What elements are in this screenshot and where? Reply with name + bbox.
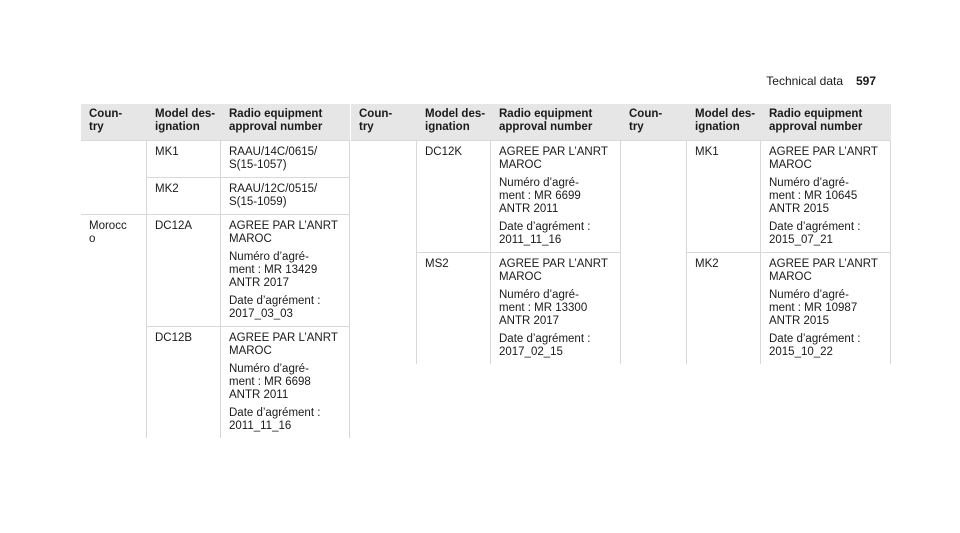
table-header <box>621 104 891 141</box>
radio-approval-table-2 <box>351 104 621 364</box>
country-group <box>351 141 621 364</box>
table-header <box>351 104 621 141</box>
approval-line: Numéro d’agré- ment : MR 6698 ANTR 2011 <box>229 363 311 401</box>
approval-line: RAAU/14C/0615/ S(15-1057) <box>229 146 318 171</box>
approval-line: AGREE PAR L’ANRT MAROC <box>499 146 608 171</box>
approval-cell <box>221 178 349 214</box>
country-cell <box>81 141 147 214</box>
country-group <box>621 141 891 364</box>
approval-line: AGREE PAR L’ANRT MAROC <box>229 220 338 245</box>
table-row <box>417 253 620 364</box>
approval-line: AGREE PAR L’ANRT MAROC <box>499 258 608 283</box>
approval-line: Numéro d’agré- ment : MR 10645 ANTR 2015 <box>769 177 858 215</box>
model-cell: DC12K <box>417 141 491 252</box>
table-row <box>147 178 349 214</box>
country-group <box>81 141 350 214</box>
approval-line: Numéro d’agré- ment : MR 13429 ANTR 2017 <box>229 251 318 289</box>
approval-cell <box>761 141 890 252</box>
column-header-country: Coun- try <box>629 108 663 133</box>
table-row <box>417 141 620 253</box>
model-cell: MK2 <box>147 178 221 214</box>
model-cell: DC12B <box>147 327 221 438</box>
page-number: 597 <box>855 74 876 88</box>
country-cell <box>351 141 417 364</box>
country-cell <box>621 141 687 364</box>
approval-cell <box>761 253 890 364</box>
column-header-approval: Radio equipment approval number <box>769 108 863 133</box>
approval-line: AGREE PAR L’ANRT MAROC <box>769 146 878 171</box>
approval-line: Numéro d’agré- ment : MR 6699 ANTR 2011 <box>499 177 581 215</box>
approval-cell <box>221 215 349 326</box>
table-header <box>81 104 350 141</box>
table-row <box>147 327 349 438</box>
approval-line: AGREE PAR L’ANRT MAROC <box>769 258 878 283</box>
column-header-model: Model des- ignation <box>695 108 756 133</box>
approval-line: Numéro d’agré- ment : MR 13300 ANTR 2017 <box>499 289 588 327</box>
table-row <box>687 253 890 364</box>
column-header-approval: Radio equipment approval number <box>229 108 323 133</box>
approval-line: RAAU/12C/0515/ S(15-1059) <box>229 183 318 208</box>
approval-line: Date d’agrément : 2011_11_16 <box>499 221 591 246</box>
table-row <box>147 141 349 178</box>
table-row <box>687 141 890 253</box>
column-header-country: Coun- try <box>359 108 393 133</box>
model-cell: MS2 <box>417 253 491 364</box>
column-header-approval: Radio equipment approval number <box>499 108 593 133</box>
column-header-model: Model des- ignation <box>155 108 216 133</box>
approval-line: Date d’agrément : 2017_03_03 <box>229 295 321 320</box>
approval-cell <box>221 327 349 438</box>
approval-cell <box>491 253 620 364</box>
approval-cell <box>491 141 620 252</box>
column-header-country: Coun- try <box>89 108 123 133</box>
table-row <box>147 215 349 327</box>
section-title: Technical data <box>766 74 843 88</box>
country-cell: Morocc o <box>81 215 147 438</box>
approval-line: Date d’agrément : 2017_02_15 <box>499 333 591 358</box>
model-cell: MK2 <box>687 253 761 364</box>
approval-line: Date d’agrément : 2011_11_16 <box>229 407 321 432</box>
approval-line: Date d’agrément : 2015_10_22 <box>769 333 861 358</box>
column-header-model: Model des- ignation <box>425 108 486 133</box>
approval-line: Date d’agrément : 2015_07_21 <box>769 221 861 246</box>
approval-line: Numéro d’agré- ment : MR 10987 ANTR 2015 <box>769 289 858 327</box>
country-group <box>81 214 350 438</box>
radio-approval-table-1 <box>81 104 350 438</box>
approval-line: AGREE PAR L’ANRT MAROC <box>229 332 338 357</box>
radio-approval-table-3 <box>621 104 891 364</box>
model-cell: MK1 <box>147 141 221 177</box>
page-header <box>0 75 960 91</box>
approval-cell <box>221 141 349 177</box>
model-cell: MK1 <box>687 141 761 252</box>
model-cell: DC12A <box>147 215 221 326</box>
